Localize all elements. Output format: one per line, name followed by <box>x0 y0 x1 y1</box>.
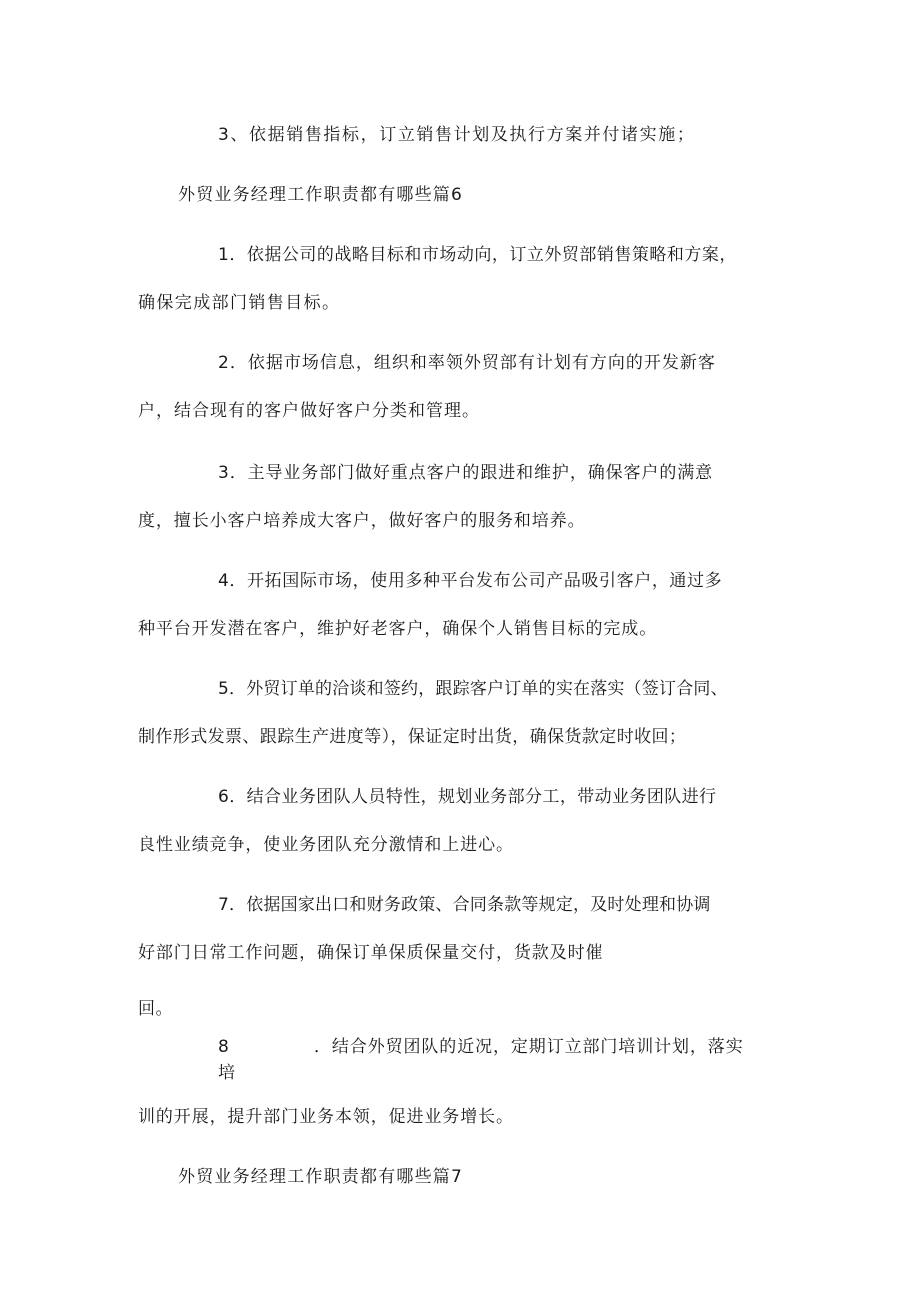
item-6-line-1: 6．结合业务团队人员特性，规划业务部分工，带动业务团队进行 <box>218 787 717 807</box>
item-8-line-1: ．结合外贸团队的近况，定期订立部门培训计划，落实 <box>314 1037 744 1057</box>
section-heading-7: 外贸业务经理工作职责都有哪些篇7 <box>178 1167 464 1187</box>
item-4-line-1: 4．开拓国际市场，使用多种平台发布公司产品吸引客户，通过多 <box>218 571 723 591</box>
item-8-number: 8 <box>218 1037 230 1057</box>
item-2-line-1: 2．依据市场信息，组织和率领外贸部有计划有方向的开发新客 <box>218 353 716 373</box>
item-7-line-1: 7．依据国家出口和财务政策、合同条款等规定，及时处理和协调 <box>218 895 711 915</box>
section-heading-6: 外贸业务经理工作职责都有哪些篇6 <box>178 185 464 205</box>
item-1-line-1: 1．依据公司的战略目标和市场动向，订立外贸部销售策略和方案， <box>218 245 737 265</box>
item-4-line-2: 种平台开发潜在客户，维护好老客户，确保个人销售目标的完成。 <box>138 619 658 639</box>
item-6-line-2: 良性业绩竞争，使业务团队充分激情和上进心。 <box>138 835 514 855</box>
list-item-3: 3、依据销售指标，订立销售计划及执行方案并付诸实施； <box>218 125 696 145</box>
item-3-line-2: 度，擅长小客户培养成大客户，做好客户的服务和培养。 <box>138 511 586 531</box>
item-2-line-2: 户，结合现有的客户做好客户分类和管理。 <box>138 401 480 421</box>
item-3-line-1: 3．主导业务部门做好重点客户的跟进和维护，确保客户的满意 <box>218 463 714 483</box>
item-8-line-2: 训的开展，提升部门业务本领，促进业务增长。 <box>138 1107 514 1127</box>
item-7-line-2: 好部门日常工作问题，确保订单保质保量交付，货款及时催 <box>138 943 604 963</box>
item-8-wrapped-char: 培 <box>218 1063 236 1083</box>
item-1-line-2: 确保完成部门销售目标。 <box>138 293 341 313</box>
item-5-line-2: 制作形式发票、跟踪生产进度等），保证定时出货，确保货款定时收回； <box>138 727 687 747</box>
item-7-line-3: 回。 <box>138 999 173 1019</box>
item-5-line-1: 5．外贸订单的洽谈和签约，跟踪客户订单的实在落实（签订合同、 <box>218 679 728 699</box>
